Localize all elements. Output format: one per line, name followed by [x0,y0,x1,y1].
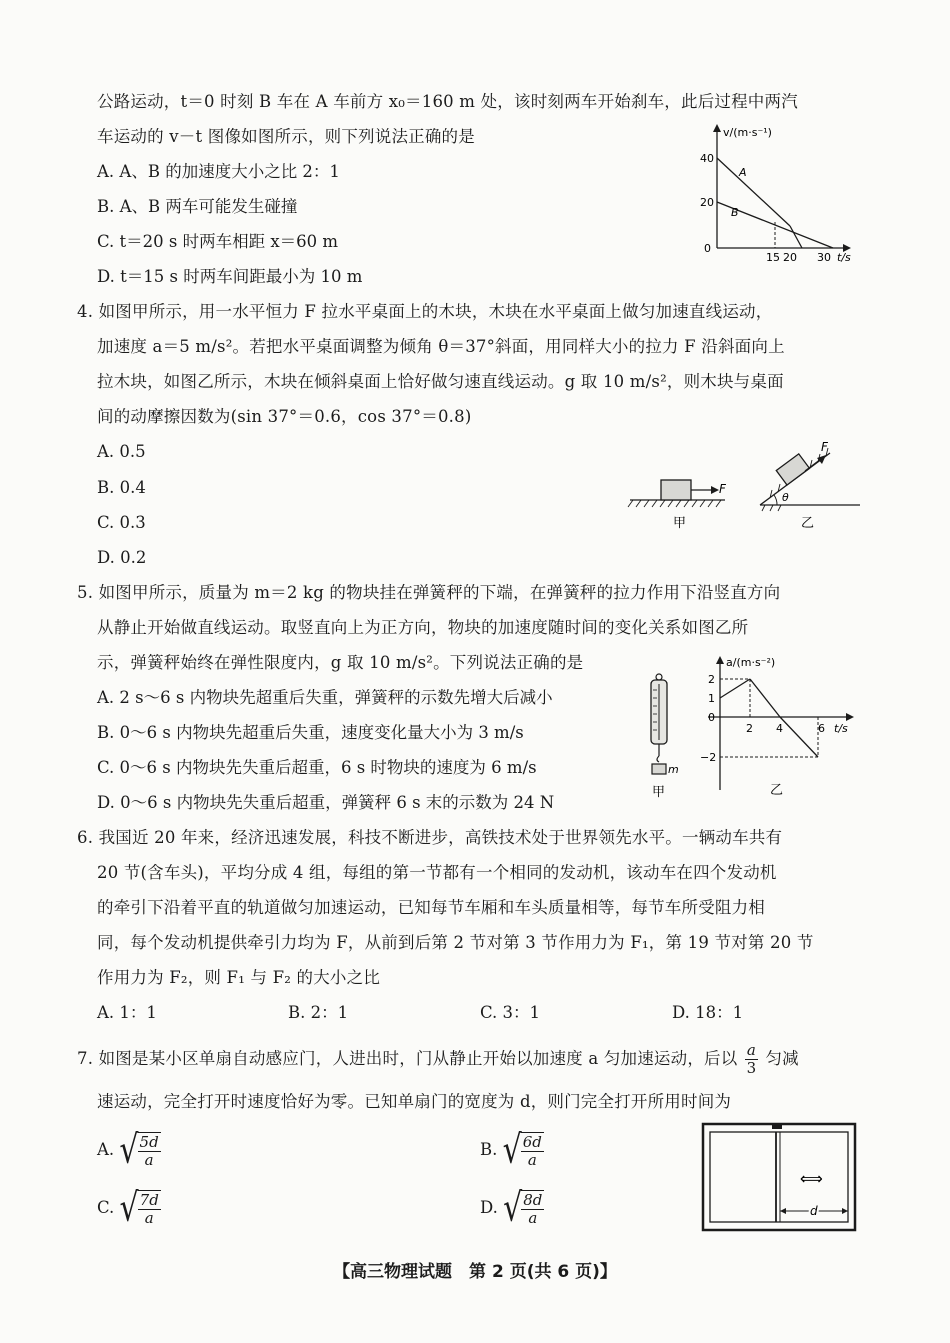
q4-option-a: A. 0.5 [97,442,146,461]
q4-stem-4: 间的动摩擦因数为(sin 37°＝0.6，cos 37°＝0.8) [97,407,472,426]
q7-frac-numerator: a [746,1041,757,1059]
q7-option-c-den: a [144,1209,154,1227]
q4-fig2-angle-label: θ [782,491,789,504]
q3-option-a: A. A、B 的加速度大小之比 2：1 [97,162,340,181]
q6-stem-4: 同，每个发动机提供牵引力均为 F，从前到后第 2 节对第 3 节作用力为 F₁，第 19 节对第 20 节 [97,933,814,952]
q7-option-b-label: B. [480,1140,498,1159]
q6-stem-3: 的牵引下沿着平直的轨道做匀加速运动，已知每节车厢和车头质量相等，每节车所受阻力相 [97,898,765,917]
q6-stem-1: 6. 我国近 20 年来，经济迅速发展，科技不断进步，高铁技术处于世界领先水平。一辆动车共有 [77,828,783,847]
q6-option-d: D. 18：1 [672,1003,744,1022]
q4-block-figure [625,435,865,535]
q7-option-a-label: A. [97,1140,115,1159]
q7-option-a-den: a [144,1151,154,1169]
q7-deceleration-fraction [745,1042,758,1077]
q7-option-c-num: 7d [139,1191,159,1209]
q7-option-a-sqrt [119,1127,160,1173]
q3-option-c: C. t＝20 s 时两车相距 x＝60 m [97,232,339,251]
page-footer: 【高三物理试题 第 2 页(共 6 页)】 [333,1262,617,1282]
q7-option-b-num: 6d [522,1133,542,1151]
q5-graph-ytick-0: 0 [708,711,715,724]
q6-option-b: B. 2：1 [288,1003,349,1022]
q3-option-d: D. t＝15 s 时两车间距最小为 10 m [97,267,363,286]
q5-at-graph [700,650,865,800]
q7-door-width-label: d [810,1204,818,1218]
radical-sign-icon: √ [119,1127,139,1173]
q3-graph-line-a-label: A [739,166,747,179]
q7-option-d-label: D. [480,1198,498,1217]
q7-stem-1-text: 7. 如图是某小区单扇自动感应门，人进出时，门从静止开始以加速度 a 匀加速运动，后以 [77,1049,738,1068]
q4-fig2-force-label: F [821,440,828,454]
q5-spring-scale-figure [640,672,680,802]
q7-door-slide-arrow-icon: ⟺ [800,1169,823,1188]
q3-graph-xtick-20: 20 [783,251,797,264]
q5-mass-label: m [668,763,679,776]
q7-option-d-sqrt [503,1185,544,1231]
q5-stem-3: 示，弹簧秤始终在弹性限度内，g 取 10 m/s²。下列说法正确的是 [97,653,584,672]
q3-graph-ytick-40: 40 [700,152,714,165]
q4-stem-2: 加速度 a＝5 m/s²。若把水平桌面调整为倾角 θ＝37°斜面，用同样大小的拉力 F 沿斜面向上 [97,337,785,356]
q5-graph-xlabel: t/s [834,722,848,735]
q4-fig1-caption: 甲 [673,516,687,531]
q3-graph-ylabel: v/(m·s⁻¹) [723,126,772,139]
q5-graph-xtick-2: 2 [746,722,753,735]
q7-stem-1 [77,1042,799,1077]
q5-stem-1: 5. 如图甲所示，质量为 m＝2 kg 的物块挂在弹簧秤的下端，在弹簧秤的拉力作用下沿竖直方向 [77,583,781,602]
q5-graph-ylabel: a/(m·s⁻²) [726,656,776,669]
q5-option-c: C. 0～6 s 内物块先失重后超重，6 s 时物块的速度为 6 m/s [97,758,537,777]
q4-stem-1: 4. 如图甲所示，用一水平恒力 F 拉水平桌面上的木块，木块在水平桌面上做匀加速直线运动， [77,302,773,321]
q4-option-d: D. 0.2 [97,548,147,567]
q3-graph-ytick-20: 20 [700,196,714,209]
q5-fig1-caption: 甲 [652,785,666,800]
q5-fig2-caption: 乙 [770,783,784,798]
q5-graph-xtick-4: 4 [776,722,783,735]
q6-stem-5: 作用力为 F₂，则 F₁ 与 F₂ 的大小之比 [97,968,381,987]
q7-stem-1-tail: 匀减 [765,1049,799,1068]
radical-sign-icon: √ [503,1185,523,1231]
q7-frac-denominator: 3 [746,1059,757,1077]
radical-sign-icon: √ [502,1127,522,1173]
q3-line-1: 公路运动，t＝0 时刻 B 车在 A 车前方 x₀＝160 m 处，该时刻两车开始刹车，此后过程中两汽 [97,92,798,111]
q7-option-b [480,1127,544,1173]
q5-graph-xtick-6: 6 [818,722,825,735]
q7-option-a-num: 5d [139,1133,159,1151]
q3-graph-line-b-label: B [731,206,739,219]
q4-fig1-force-label: F [719,482,726,496]
q3-vt-graph [695,120,865,265]
q7-option-b-sqrt [502,1127,544,1173]
q7-option-c [97,1185,161,1231]
q5-option-a: A. 2 s～6 s 内物块先超重后失重，弹簧秤的示数先增大后减小 [97,688,553,707]
q3-line-2: 车运动的 v－t 图像如图所示，则下列说法正确的是 [97,127,475,146]
q7-option-d-num: 8d [523,1191,543,1209]
q3-option-b: B. A、B 两车可能发生碰撞 [97,197,298,216]
q5-graph-ytick-neg2: −2 [700,751,717,764]
q7-option-b-den: a [527,1151,537,1169]
q4-stem-3: 拉木块，如图乙所示，木块在倾斜桌面上恰好做匀速直线运动。g 取 10 m/s²，则木块与桌面 [97,372,784,391]
q3-graph-xlabel: t/s [837,251,851,264]
q3-graph-ytick-0: 0 [704,242,711,255]
q7-option-d [480,1185,544,1231]
radical-sign-icon: √ [119,1185,139,1231]
q4-option-b: B. 0.4 [97,478,146,497]
q5-stem-2: 从静止开始做直线运动。取竖直向上为正方向，物块的加速度随时间的变化关系如图乙所 [97,618,749,637]
q5-option-d: D. 0～6 s 内物块先失重后超重，弹簧秤 6 s 末的示数为 24 N [97,793,555,812]
q7-option-a [97,1127,161,1173]
q7-sliding-door-figure [700,1120,860,1235]
q3-graph-xtick-30: 30 [817,251,831,264]
q6-option-a: A. 1：1 [97,1003,157,1022]
q6-stem-2: 20 节(含车头)，平均分成 4 组，每组的第一节都有一个相同的发动机，该动车在四个发动机 [97,863,777,882]
q4-fig2-caption: 乙 [801,516,815,531]
q6-option-c: C. 3：1 [480,1003,541,1022]
q5-graph-ytick-2: 2 [708,673,715,686]
q5-option-b: B. 0～6 s 内物块先超重后失重，速度变化量大小为 3 m/s [97,723,524,742]
q7-option-c-sqrt [119,1185,161,1231]
q3-graph-xtick-15: 15 [766,251,780,264]
q7-option-c-label: C. [97,1198,115,1217]
q7-stem-2: 速运动，完全打开时速度恰好为零。已知单扇门的宽度为 d，则门完全打开所用时间为 [97,1092,732,1111]
q7-option-d-den: a [528,1209,538,1227]
q5-graph-ytick-1: 1 [708,692,715,705]
q4-option-c: C. 0.3 [97,513,146,532]
